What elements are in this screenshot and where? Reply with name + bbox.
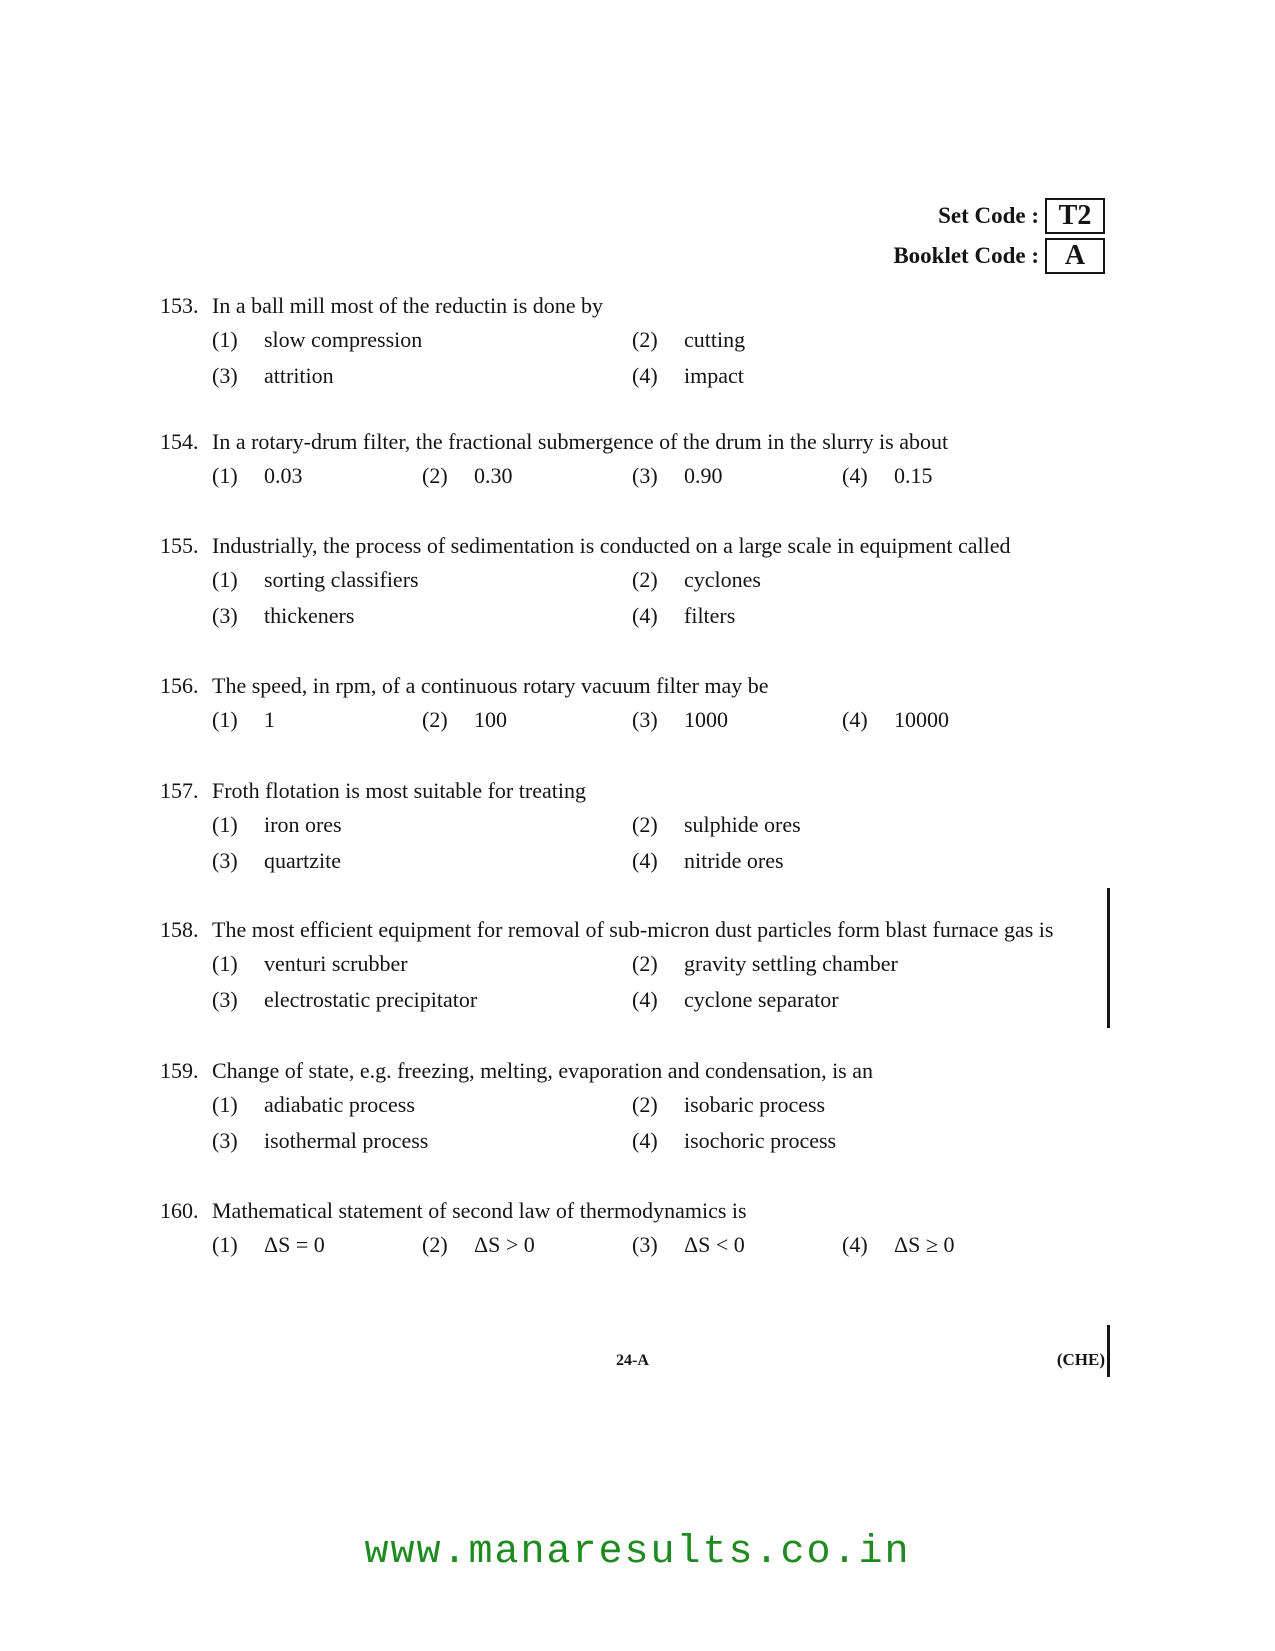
question-stem [160,914,1120,946]
question-154 [160,426,1120,494]
option-1 [212,562,632,598]
option-number: (2) [632,1092,658,1117]
option-2 [422,702,632,738]
option-3 [632,702,842,738]
option-2 [632,1087,1052,1123]
question-number: 159. [160,1058,199,1083]
question-text: Froth flotation is most suitable for treating [212,778,586,803]
option-text: iron ores [264,812,342,837]
option-4 [632,982,1052,1018]
option-number: (1) [212,951,238,976]
question-text: The most efficient equipment for removal of sub-micron dust particles form blast furnace gas is [212,917,1054,942]
options [212,562,1120,634]
options [212,807,1120,879]
option-text: cutting [684,327,746,352]
scan-edge-line [1107,888,1110,1028]
option-number: (1) [212,812,238,837]
options [212,458,1120,494]
options [212,1227,1120,1263]
option-number: (3) [632,1232,658,1257]
option-text: ΔS < 0 [684,1232,745,1257]
question-153 [160,290,1120,394]
question-text: Change of state, e.g. freezing, melting, evaporation and condensation, is an [212,1058,874,1083]
option-text: impact [684,363,744,388]
option-text: 0.15 [894,463,933,488]
question-stem [160,670,1120,702]
option-4 [842,458,1052,494]
question-stem [160,775,1120,807]
question-text: In a rotary-drum filter, the fractional submergence of the drum in the slurry is about [212,429,949,454]
question-156 [160,670,1120,738]
option-text: 0.90 [684,463,723,488]
option-1 [212,1087,632,1123]
question-stem [160,426,1120,458]
option-number: (3) [632,463,658,488]
options [212,946,1120,1018]
option-3 [632,458,842,494]
option-4 [632,843,1052,879]
question-number: 157. [160,778,199,803]
option-number: (4) [632,987,658,1012]
booklet-code-label: Booklet Code : [893,243,1039,268]
option-text: ΔS = 0 [264,1232,325,1257]
option-3 [212,982,632,1018]
option-text: isobaric process [684,1092,826,1117]
option-1 [212,322,632,358]
option-4 [632,598,1052,634]
options [212,702,1120,738]
option-1 [212,1227,422,1263]
option-4 [632,358,1052,394]
option-3 [212,843,632,879]
option-number: (4) [632,1128,658,1153]
option-2 [422,458,632,494]
option-text: 0.30 [474,463,513,488]
option-number: (3) [632,707,658,732]
subject-code: (CHE) [1056,1350,1105,1369]
option-2 [632,562,1052,598]
page-code: 24-A [616,1352,649,1369]
option-number: (1) [212,327,238,352]
option-text: 1000 [684,707,728,732]
question-157 [160,775,1120,879]
question-text: Industrially, the process of sedimentation is conducted on a large scale in equipment called [212,533,1011,558]
question-number: 160. [160,1198,199,1223]
question-number: 153. [160,293,199,318]
option-1 [212,702,422,738]
option-2 [632,322,1052,358]
option-3 [632,1227,842,1263]
option-text: ΔS > 0 [474,1232,535,1257]
question-stem [160,1055,1120,1087]
option-text: 10000 [894,707,949,732]
question-stem [160,1195,1120,1227]
option-3 [212,1123,632,1159]
option-text: adiabatic process [264,1092,415,1117]
scan-edge-line [1107,1325,1110,1377]
question-stem [160,290,1120,322]
option-number: (4) [842,1232,868,1257]
option-number: (1) [212,707,238,732]
set-code-label: Set Code : [938,203,1039,228]
set-code-value: T2 [1045,198,1105,234]
question-text: The speed, in rpm, of a continuous rotary vacuum filter may be [212,673,769,698]
question-158 [160,914,1120,1018]
option-number: (1) [212,1092,238,1117]
question-number: 156. [160,673,199,698]
option-text: attrition [264,363,334,388]
option-text: isochoric process [684,1128,837,1153]
booklet-code-value: A [1045,238,1105,274]
option-text: quartzite [264,848,341,873]
option-text: ΔS ≥ 0 [894,1232,955,1257]
options [212,1087,1120,1159]
option-text: nitride ores [684,848,784,873]
question-number: 155. [160,533,199,558]
option-number: (2) [632,951,658,976]
option-text: electrostatic precipitator [264,987,478,1012]
option-number: (3) [212,363,238,388]
question-155 [160,530,1120,634]
code-block [893,198,1105,278]
option-text: thickeners [264,603,355,628]
option-number: (2) [632,327,658,352]
question-text: In a ball mill most of the reductin is done by [212,293,604,318]
option-number: (4) [632,848,658,873]
option-text: venturi scrubber [264,951,408,976]
option-text: cyclones [684,567,761,592]
set-code-row [893,198,1105,234]
option-4 [842,1227,1052,1263]
question-stem [160,530,1120,562]
option-1 [212,807,632,843]
question-number: 154. [160,429,199,454]
option-text: 100 [474,707,507,732]
option-1 [212,946,632,982]
option-4 [632,1123,1052,1159]
option-number: (4) [842,463,868,488]
option-4 [842,702,1052,738]
option-text: slow compression [264,327,423,352]
option-number: (4) [632,363,658,388]
option-number: (3) [212,603,238,628]
option-text: sulphide ores [684,812,801,837]
option-number: (2) [422,1232,448,1257]
option-2 [632,946,1052,982]
booklet-code-row [893,238,1105,274]
question-number: 158. [160,917,199,942]
option-number: (4) [632,603,658,628]
option-text: isothermal process [264,1128,429,1153]
option-number: (2) [632,812,658,837]
option-text: filters [684,603,736,628]
option-number: (2) [632,567,658,592]
option-number: (1) [212,1232,238,1257]
option-number: (4) [842,707,868,732]
question-text: Mathematical statement of second law of thermodynamics is [212,1198,747,1223]
option-number: (3) [212,1128,238,1153]
option-text: cyclone separator [684,987,839,1012]
option-number: (2) [422,707,448,732]
option-2 [422,1227,632,1263]
option-text: 0.03 [264,463,303,488]
question-159 [160,1055,1120,1159]
option-3 [212,598,632,634]
option-text: 1 [264,707,275,732]
option-number: (3) [212,848,238,873]
options [212,322,1120,394]
option-number: (1) [212,567,238,592]
question-160 [160,1195,1120,1263]
option-2 [632,807,1052,843]
option-3 [212,358,632,394]
option-text: sorting classifiers [264,567,419,592]
option-1 [212,458,422,494]
option-number: (1) [212,463,238,488]
option-number: (3) [212,987,238,1012]
watermark-url: www.manaresults.co.in [364,1530,911,1575]
option-text: gravity settling chamber [684,951,898,976]
option-number: (2) [422,463,448,488]
